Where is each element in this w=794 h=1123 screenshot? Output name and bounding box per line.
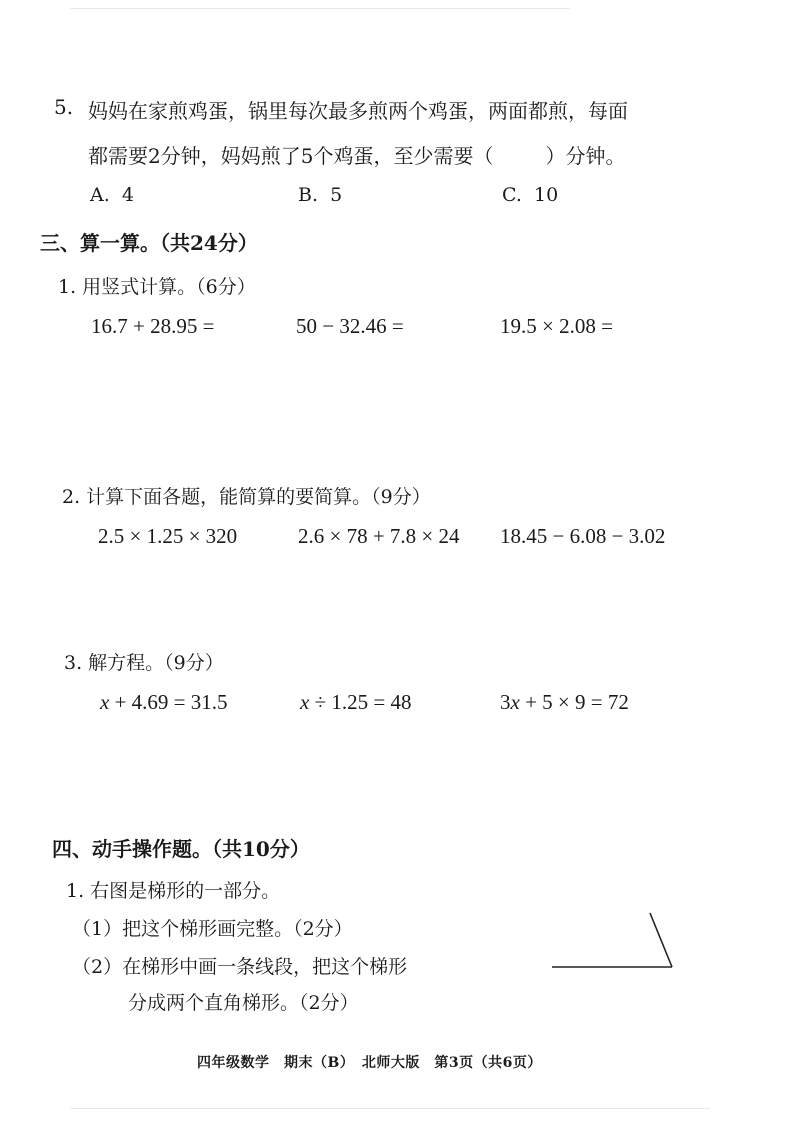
section-3-q2-title: 2. 计算下面各题，能简算的要简算。（9分）: [62, 486, 431, 508]
equation-1: [100, 690, 228, 715]
equation-3-pre: 3: [500, 690, 511, 714]
equation-2-var: x: [300, 690, 310, 714]
trapezoid-slanted-side: [650, 913, 672, 967]
equation-3-rest: + 5 × 9 = 72: [519, 690, 629, 714]
page-footer: 四年级数学 期末（B） 北师大版 第3页（共6页）: [197, 1055, 542, 1071]
option-a: [90, 184, 134, 206]
equation-1-var: x: [100, 690, 110, 714]
equation-3: [500, 690, 629, 715]
equation-2-rest: ÷ 1.25 = 48: [309, 690, 412, 714]
question-5-line1: 妈妈在家煎鸡蛋，锅里每次最多煎两个鸡蛋，两面都煎，每面: [88, 99, 628, 123]
section-4-q1-title: 1. 右图是梯形的一部分。: [66, 880, 281, 902]
section-4-q1-sub1: （1）把这个梯形画完整。（2分）: [72, 918, 353, 940]
equation-3-var: x: [510, 690, 520, 714]
option-b-label: B.: [298, 184, 319, 206]
partial-trapezoid-figure: [540, 895, 690, 985]
simplify-calc-1: 2.5 × 1.25 × 320: [98, 524, 238, 548]
question-5-line2-after: ）分钟。: [545, 144, 626, 168]
vertical-calc-2: 50 − 32.46 =: [296, 314, 404, 338]
vertical-calc-3: 19.5 × 2.08 =: [500, 314, 613, 338]
section-4-q1-sub2-line2: 分成两个直角梯形。（2分）: [128, 992, 359, 1014]
section-4-title: 四、动手操作题。（共10分）: [52, 837, 310, 861]
section-3-q3-title: 3. 解方程。（9分）: [64, 652, 224, 674]
question-5-line2: [88, 140, 625, 169]
section-3-title: 三、算一算。（共24分）: [40, 231, 258, 255]
option-a-label: A.: [90, 184, 110, 206]
question-5-line2-before: 都需要2分钟，妈妈煎了5个鸡蛋，至少需要（: [88, 144, 494, 168]
simplify-calc-3: 18.45 − 6.08 − 3.02: [500, 524, 666, 548]
option-b: [298, 184, 342, 206]
option-c-value: 10: [534, 184, 559, 206]
scan-artifact-line: [70, 1108, 710, 1109]
option-a-value: 4: [121, 184, 134, 206]
equation-1-rest: + 4.69 = 31.5: [109, 690, 228, 714]
vertical-calc-1: 16.7 + 28.95 =: [91, 314, 215, 338]
question-5-number: 5.: [54, 95, 74, 119]
equation-2: [300, 690, 411, 715]
option-c-label: C.: [502, 184, 522, 206]
scan-artifact-line: [70, 8, 570, 9]
simplify-calc-2: 2.6 × 78 + 7.8 × 24: [298, 524, 460, 548]
section-4-q1-sub2-line1: （2）在梯形中画一条线段，把这个梯形: [72, 956, 408, 978]
section-3-q1-title: 1. 用竖式计算。（6分）: [58, 276, 256, 298]
option-c: [502, 184, 558, 206]
option-b-value: 5: [330, 184, 343, 206]
